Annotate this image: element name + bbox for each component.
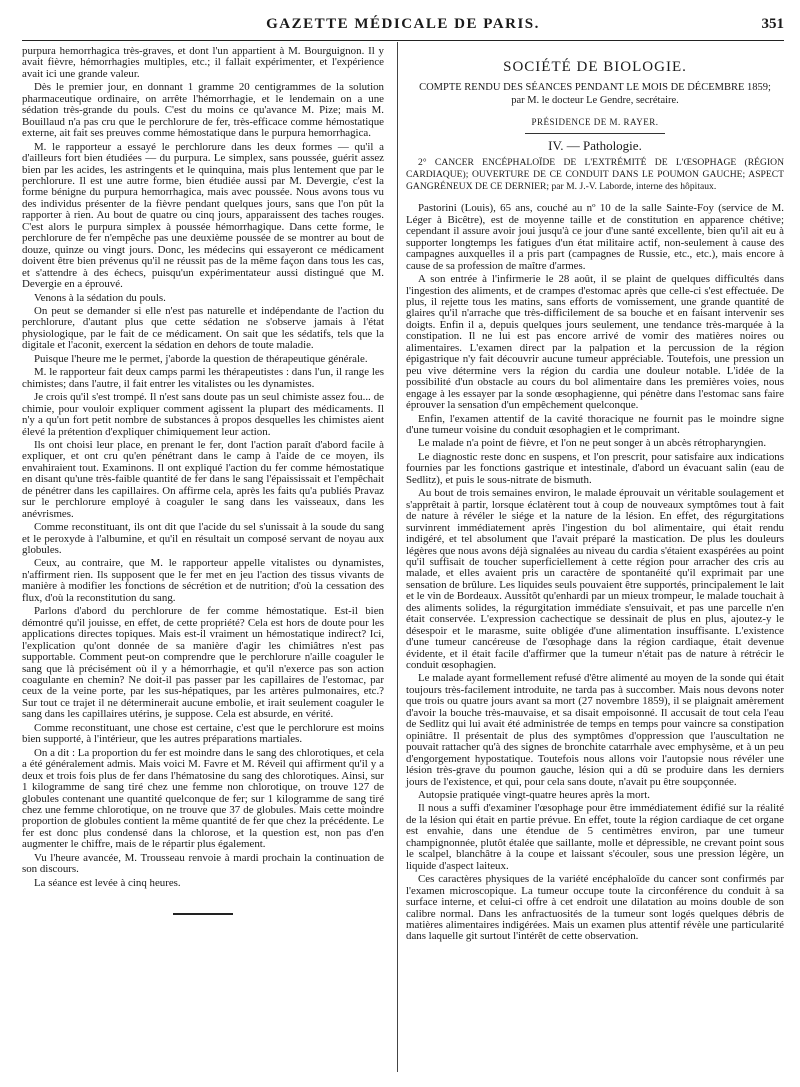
- article-paragraph: Comme reconstituant, ils ont dit que l'acide du sel s'unissait à la soude du sang et le peroxyde à l'albumine, et qu'il en résultait un composé servant de noyau aux globules.: [22, 521, 384, 557]
- case-title: 2° CANCER ENCÉPHALOÏDE DE L'EXTRÉMITÉ DE L'ŒSOPHAGE (RÉGION CARDIAQUE); OUVERTURE DE CE CONDUIT DANS LE POUMON GAUCHE; ASPECT GANGRÉNEUX DE CE DERNIER; par M. J.-V. Laborde, interne des hôpitaux.: [406, 157, 784, 193]
- left-column: [22, 46, 384, 915]
- society-title: SOCIÉTÉ DE BIOLOGIE.: [503, 59, 687, 75]
- session-report-heading: [406, 81, 784, 107]
- case-paragraph: Au bout de trois semaines environ, le malade éprouvait un véritable soulagement et s'apprêtait à partir, lorsque éclatèrent tout à coup de nouveaux symptômes tout à fait de nature à révéler le siége et la nature de la lésion. En effet, des régurgitations survinrent immédiatement après l'ingestion du bol alimentaire, qui était rendu indigéré, et tel absolument que l'avait préparé la mastication. De plus les douleurs légères que nous avons déjà signalées au niveau du cardia s'étaient exaspérées au point qu'il suffisait de toucher superficiellement à cette région pour arracher des cris au malade, et elles avaient pris un caractère de spontanéité qu'il exprimait par une sensation de brûlure. Les liquides seuls pouvaient être supportés, principalement le lait et le vin de Bordeaux. Aussitôt qu'enhardi par un mieux trompeur, le malade touchait à des aliments solides, la régurgitation immédiate s'ensuivait, et pas une parcelle n'en était conservée. L'expression cachectique se dessinait de plus en plus, ajoutez-y le désespoir et le marasme, suite obligée d'une alimentation insuffisante. L'existence d'une tumeur cancéreuse de l'œsophage dans la région cardiaque, était devenue évidente, et il était facile d'affirmer que la tumeur n'était pas de nature à rétrécir le conduit œsophagien.: [406, 487, 784, 672]
- article-paragraph: Venons à la sédation du pouls.: [34, 291, 166, 304]
- article-paragraph: purpura hemorrhagica très-graves, et dont l'un appartient à M. Bourguignon. Il y avait fièvre, hémorrhagies multiples, etc.; il fallait expérimenter, et l'expérience avait ici une grande valeur.: [22, 45, 384, 80]
- column-divider: [397, 42, 398, 1072]
- journal-title: GAZETTE MÉDICALE DE PARIS.: [266, 16, 540, 32]
- article-paragraph: M. le rapporteur fait deux camps parmi les thérapeutistes : dans l'un, il range les chimistes; dans l'autre, il fait entrer les vitalistes ou les dynamistes.: [22, 366, 384, 390]
- case-paragraph: Le malade n'a point de fièvre, et l'on ne peut songer à un abcès rétropharyngien.: [418, 437, 767, 450]
- case-paragraph: Ces caractères physiques de la variété encéphaloïde du cancer sont confirmés par l'examen microscopique. La tumeur occupe toute la circonférence du conduit à sa surface interne, et celui-ci offre à cet endroit une dilatation au moins double de son calibre normal. Dans les anfractuosités de la tumeur sont logés quelques débris de matières alimentaires indigérées. Mais un examen plus attentif révèle une particularité dans laquelle git surtout l'intérêt de cette observation.: [406, 873, 784, 943]
- article-paragraph: Dès le premier jour, en donnant 1 gramme 20 centigrammes de la solution pharmaceutique ordinaire, on arrête l'hémorrhagie, et le lendemain on a une sédation très-grande du pouls. C'est du moins ce qu'avance M. Pize; mais M. Bouillaud n'a pas cru que le perchlorure de fer, très-efficace comme hémostatique externe, ait fait ses preuves comme hémostatique dans le purpura hemorrhagica.: [22, 81, 384, 140]
- page-header: [22, 14, 784, 41]
- article-paragraph: M. le rapporteur a essayé le perchlorure dans les deux formes — qu'il a d'ailleurs fort bien étudiées — du purpura. Le simplex, sans poussée, guérit assez bien par les acides, les astringents et le quinquina, mais plus lentement que par le perchlorure. Il est une autre forme, bien étudiée aussi par M. Devergie, c'est la forme bénigne du purpura hemorrhagica, mais avec poussée. Nous avons tous vu des individus présenter de la fièvre pendant quelques jours, sans que l'on pût la rapporter à rien. Au bout de quatre ou cinq jours, apparaissent des taches rouges. C'est alors le purpura simplex à poussée hémorrhagique. Dans cette forme, le perchlorure de fer n'empêche pas une deuxième poussée de se montrer au bout de douze, quinze ou vingt jours. Donc, les médecins qui essayeront ce médicament doivent être bien prévenus qu'il ne réussit pas de la même façon dans tous les cas, et s'attendre à des échecs, puisqu'un expérimentateur aussi distingué que M. Devergie en a éprouvé.: [22, 140, 384, 291]
- article-paragraph: La séance est levée à cinq heures.: [34, 876, 181, 889]
- article-paragraph: Ils ont choisi leur place, en prenant le fer, dont l'action paraît d'abord facile à expliquer, et ont cru qu'en pénétrant dans le camp à l'aide de ce moyen, ils envahiraient tout. Examinons. Il ont expliqué l'action du fer comme hémostatique en disant qu'une très-faible quantité de fer dans le sang l'épaississait et l'empêchait de pénétrer dans les capillaires. On affirme cela, après les faits qu'a publiés Pravaz sur le perchlorure employé à coaguler le sang dans les vaisseaux, dans les anévrismes.: [22, 438, 384, 520]
- article-paragraph: Ceux, au contraire, que M. le rapporteur appelle vitalistes ou dynamistes, n'affirment rien. Ils supposent que le fer met en jeu l'action des tissus vivants de manière à modifier les fonctions de sécrétion et de nutrition; d'où la cessation des flux, d'où la reconstitution du sang.: [22, 557, 384, 604]
- article-paragraph: Je crois qu'il s'est trompé. Il n'est sans doute pas un seul chimiste assez fou... de chimie, pour vouloir expliquer comment agissent la plupart des médicaments. Il n'y a qu'un fort petit nombre de substances à propos desquelles les chimistes aient élevé la prétention d'expliquer chimiquement leur action.: [22, 391, 384, 438]
- newspaper-page: [22, 14, 784, 1074]
- case-paragraph: Le malade ayant formellement refusé d'être alimenté au moyen de la sonde qui était toujours très-facilement introduite, ne tarda pas à succomber. Mais nous devons noter que trois ou quatre jours avant sa mort (27 novembre 1859), il se plaignait amèrement d'avoir la bouche très-mauvaise, et sa disait empoisonné. Il accusait de tout cela l'eau de Sedlitz qui lui avait été administrée de temps en temps pour vaincre sa constipation opiniâtre. Il présentait de plus des symptômes d'oppression que l'auscultation ne pouvait rattacher qu'à des signes de bronchite catarrhale avec emphysème, et à un peu d'engorgement hypostatique. Toutefois nous allons voir l'autopsie nous révéler une lésion très-grave du poumon gauche, lésion qui a dû se produire dans les derniers jours de l'existence, et qui, pour cela sans doute, n'avait pu être soupçonnée.: [406, 672, 784, 788]
- presidency-line: PRÉSIDENCE DE M. RAYER.: [531, 117, 659, 128]
- session-report-line1: COMPTE RENDU DES SÉANCES PENDANT LE MOIS DE DÉCEMBRE 1859;: [419, 82, 771, 94]
- case-paragraph: A son entrée à l'infirmerie le 28 août, il se plaint de quelques difficultés dans l'ingestion des aliments, et de crampes d'estomac après que celle-ci s'est effectuée. De plus, il rejette tous les matins, sans efforts de vomissement, une grande quantité de glaires qu'il n'arrache que très-difficilement de sa bouche et en faisant intervenir ses doigts. Enfin il a, depuis quelques jours seulement, une tendance très-marquée à la constipation. Il ne lui est pas encore arrivé de vomir des matières noires ou alimentaires. L'examen direct par la palpation et la percussion de la région épigastrique n'y fait découvrir aucune tumeur appréciable. Toutefois, une pression un peu vive détermine vers la région du cardia une douleur notable. L'idée de la possibilité d'un obstacle au cours du bol alimentaire dans les premières voies, nous engage à les essayer par la sonde œsophagienne, qui pénètre dans l'estomac sans faire éprouver la sensation d'un empêchement quelconque.: [406, 273, 784, 412]
- end-rule: [173, 913, 233, 915]
- page-number: 351: [761, 16, 784, 32]
- session-report-line2: par M. le docteur Le Gendre, secrétaire.: [511, 95, 679, 107]
- article-paragraph: Parlons d'abord du perchlorure de fer comme hémostatique. Est-il bien démontré qu'il jouisse, en effet, de cette propriété? Cela est hors de doute pour les applications directes topiques. Mais est-il vraiment un hémostatique indirect? Ici, l'explication qu'ont donnée de sa manière d'agir les chimiâtres n'est pas supportable. Comment peut-on comprendre que le perchlorure n'aille coaguler le sang que là précisément où il y a hémorrhagie, et qu'il n'exerce pas son action coagulante en chemin? Ne doit-il pas passer par les capillaires de l'estomac, par ceux de la veine porte, par les sus-hépatiques, par les artères pulmonaires, etc.? Sur tout ce trajet il ne déterminerait aucune embolie, et irait seulement coaguler le sang dans les capillaires utérins, je suppose. Cela est absurde, en vérité.: [22, 605, 384, 721]
- right-column: [406, 46, 784, 945]
- case-paragraph: Il nous a suffi d'examiner l'œsophage pour être immédiatement édifié sur la réalité de la lésion qui était en partie prévue. En effet, toute la région cardiaque de cet organe est envahie, dans une étendue de 5 centimètres environ, par une tumeur champignonnée, plutôt étalée que saillante, molle et dépressible, ne crevant point sous le scalpel, blanchâtre à la coupe et laissant s'écouler, sous une pression légère, un liquide d'aspect laiteux.: [406, 802, 784, 872]
- autopsy-heading: Autopsie pratiquée vingt-quatre heures après la mort.: [418, 789, 650, 802]
- case-paragraph: Enfin, l'examen attentif de la cavité thoracique ne fournit pas le moindre signe d'une tumeur voisine du conduit œsophagien et le comprimant.: [406, 412, 784, 436]
- case-paragraph: Pastorini (Louis), 65 ans, couché au nº 10 de la salle Sainte-Foy (service de M. Léger à Bicêtre), est de moyenne taille et de constitution en apparence chétive; cependant il assure avoir joui jusqu'à ce jour d'une santé excellente, bien qu'il ait eu à supporter longtemps les fatigues d'un état militaire actif, non-seulement à cause des campagnes auxquelles il a pris part (campagnes de Russie, etc., etc.), mais encore à cause de sa profession de maître d'armes.: [406, 202, 784, 272]
- article-paragraph: Puisque l'heure me le permet, j'aborde la question de thérapeutique générale.: [34, 352, 368, 365]
- article-paragraph: Comme reconstituant, une chose est certaine, c'est que le perchlorure est moins bien supporté, à l'intérieur, que les autres préparations martiales.: [22, 721, 384, 746]
- article-paragraph: On a dit : La proportion du fer est moindre dans le sang des chlorotiques, et cela a été généralement admis. Mais voici M. Favre et M. Réveil qui affirment qu'il y a deux et trois fois plus de fer dans l'hématosine du sang des chlorotiques. Ainsi, sur 1 kilogramme de sang tiré chez une femme non chlorotique, on trouve 127 de globules contenant une quantité quelconque de fer; sur 1 kilogramme de sang tiré chez une femme chlorotique, on ne trouve que 37 de globules. Mais cette moindre proportion de globules contient la même quantité de fer que chez la précédente. Le fer est donc plus condensé dans la chlorose, et la question est, non pas d'en augmenter le chiffre, mais de le répartir plus également.: [22, 746, 384, 851]
- article-paragraph: On peut se demander si elle n'est pas naturelle et indépendante de l'action du perchlorure, d'autant plus que cette sédation ne s'observe jamais à l'état physiologique, par le fait de ce médicament. On sait que les sédatifs, tels que la digitale et l'aconit, exercent la sédation en dehors de toute maladie.: [22, 304, 384, 352]
- section-heading: IV. — Pathologie.: [548, 137, 642, 153]
- separator-rule: [525, 133, 665, 134]
- case-paragraph: Le diagnostic reste donc en suspens, et l'on prescrit, pour satisfaire aux indications fournies par les fonctions gastrique et intestinale, d'abord un évacuant salin (eau de Sedlitz), et puis le sous-nitrate de bismuth.: [406, 450, 784, 486]
- article-paragraph: Vu l'heure avancée, M. Trousseau renvoie à mardi prochain la continuation de son discours.: [22, 851, 384, 876]
